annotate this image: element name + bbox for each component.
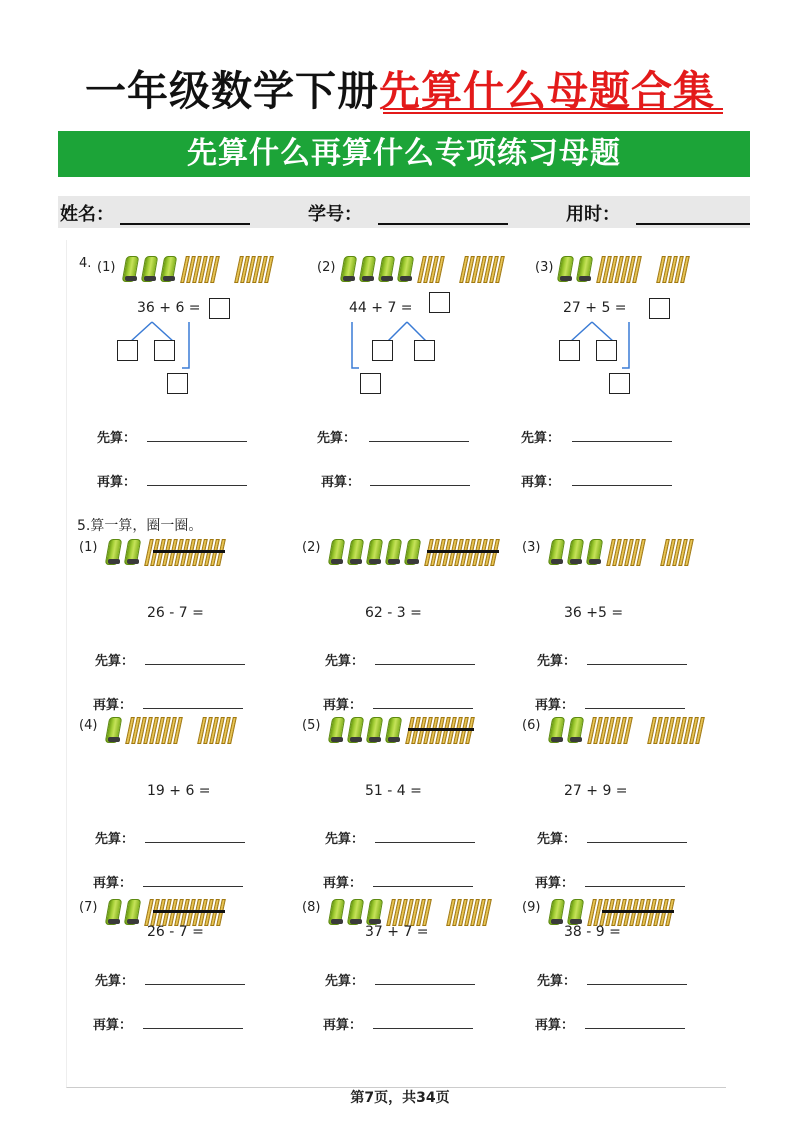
then-step-answer-line[interactable] (585, 1028, 685, 1029)
stick-bundle (141, 254, 159, 284)
stick-bundle (397, 254, 415, 284)
name-field[interactable] (120, 223, 250, 225)
equation: 36 +5 = (564, 605, 624, 621)
step-result-box[interactable] (167, 373, 188, 394)
step-result-box[interactable] (609, 373, 630, 394)
stick-bundle (122, 254, 140, 284)
stick-bundle (328, 897, 346, 927)
step-result-box[interactable] (360, 373, 381, 394)
first-step-answer-line[interactable] (147, 441, 247, 442)
equation: 62 - 3 = (365, 605, 422, 621)
first-step-label: 先算： (325, 832, 365, 847)
first-step-answer-line[interactable] (375, 842, 475, 843)
subtitle-banner: 先算什么再算什么专项练习母题 (58, 131, 750, 177)
first-step-answer-line[interactable] (145, 664, 245, 665)
then-step-label: 再算： (323, 698, 363, 713)
first-step-answer-line[interactable] (145, 984, 245, 985)
title-part2: 先算什么母题合集 (379, 67, 715, 115)
then-step-answer-line[interactable] (143, 886, 243, 887)
problem-label: (1) (97, 260, 116, 275)
then-step-label: 再算： (93, 1018, 133, 1033)
first-step-label: 先算： (537, 974, 577, 989)
section4-number: 4. (79, 256, 92, 271)
first-step-label: 先算： (95, 832, 135, 847)
stick-bundle (328, 537, 346, 567)
answer-box[interactable] (649, 298, 670, 319)
first-step-label: 先算： (95, 654, 135, 669)
then-step-answer-line[interactable] (373, 1028, 473, 1029)
problem-label: (4) (79, 718, 98, 733)
stick-bundle (340, 254, 358, 284)
stick-bundle (404, 537, 422, 567)
stick-bundle (576, 254, 594, 284)
problem-label: (9) (522, 900, 541, 915)
then-step-answer-line[interactable] (143, 1028, 243, 1029)
stick-bundle (385, 537, 403, 567)
split-box-left[interactable] (372, 340, 393, 361)
equation: 27 + 9 = (564, 783, 628, 799)
equation: 19 + 6 = (147, 783, 211, 799)
strike-line (602, 910, 674, 913)
first-step-answer-line[interactable] (587, 842, 687, 843)
equation: 27 + 5 = (563, 300, 627, 316)
problem-label: (3) (522, 540, 541, 555)
page-footer: 第7页，共34页 (350, 1090, 450, 1106)
stick-bundle (567, 897, 585, 927)
stick-bundle (548, 537, 566, 567)
stick-bundle (359, 254, 377, 284)
stick-bundle (160, 254, 178, 284)
stick-bundle (124, 537, 142, 567)
title-underline (383, 108, 723, 114)
then-step-label: 再算： (93, 698, 133, 713)
first-step-label: 先算： (317, 431, 357, 446)
problem-label: (6) (522, 718, 541, 733)
stick-bundle (347, 897, 365, 927)
problem-label: (3) (535, 260, 554, 275)
section5-title: 5.算一算，圈一圈。 (77, 518, 203, 534)
first-step-label: 先算： (521, 431, 561, 446)
strike-line (427, 550, 499, 553)
problem-label: (2) (317, 260, 336, 275)
first-step-answer-line[interactable] (375, 664, 475, 665)
stick-bundle (548, 715, 566, 745)
first-step-answer-line[interactable] (145, 842, 245, 843)
stick-bundle (105, 537, 123, 567)
first-step-label: 先算： (95, 974, 135, 989)
problem-label: (8) (302, 900, 321, 915)
equation: 38 - 9 = (564, 924, 621, 940)
stick-bundle (347, 537, 365, 567)
problem-label: (7) (79, 900, 98, 915)
then-step-answer-line[interactable] (585, 886, 685, 887)
answer-box[interactable] (209, 298, 230, 319)
stick-bundle (548, 897, 566, 927)
first-step-answer-line[interactable] (572, 441, 672, 442)
student-info-bar (58, 196, 750, 228)
first-step-answer-line[interactable] (375, 984, 475, 985)
problem-label: (1) (79, 540, 98, 555)
student-id-label: 学号： (308, 204, 362, 225)
then-step-label: 再算： (535, 1018, 575, 1033)
then-step-label: 再算： (93, 876, 133, 891)
strike-line (408, 728, 474, 731)
time-label: 用时： (566, 204, 620, 225)
then-step-answer-line[interactable] (572, 485, 672, 486)
first-step-answer-line[interactable] (369, 441, 469, 442)
then-step-label: 再算： (97, 475, 137, 490)
name-label: 姓名： (60, 204, 114, 225)
stick-bundle (586, 537, 604, 567)
then-step-answer-line[interactable] (370, 485, 470, 486)
strike-line (153, 550, 225, 553)
then-step-label: 再算： (521, 475, 561, 490)
split-box-right[interactable] (596, 340, 617, 361)
then-step-label: 再算： (535, 876, 575, 891)
first-step-label: 先算： (97, 431, 137, 446)
stick-bundle (124, 897, 142, 927)
then-step-answer-line[interactable] (373, 886, 473, 887)
strike-line (153, 910, 225, 913)
equation: 51 - 4 = (365, 783, 422, 799)
stick-bundle (567, 537, 585, 567)
then-step-label: 再算： (323, 876, 363, 891)
worksheet (66, 240, 726, 1088)
equation: 44 + 7 = (349, 300, 413, 316)
equation: 36 + 6 = (137, 300, 201, 316)
answer-box[interactable] (429, 292, 450, 313)
stick-bundle (378, 254, 396, 284)
stick-bundle (385, 715, 403, 745)
first-step-label: 先算： (537, 654, 577, 669)
equation: 26 - 7 = (147, 924, 204, 940)
split-box-right[interactable] (414, 340, 435, 361)
stick-bundle (557, 254, 575, 284)
first-step-answer-line[interactable] (587, 984, 687, 985)
equation: 26 - 7 = (147, 605, 204, 621)
then-step-label: 再算： (321, 475, 361, 490)
stick-bundle (328, 715, 346, 745)
then-step-answer-line[interactable] (147, 485, 247, 486)
stick-bundle (567, 715, 585, 745)
time-field[interactable] (636, 223, 750, 225)
student-id-field[interactable] (378, 223, 508, 225)
problem-label: (2) (302, 540, 321, 555)
first-step-answer-line[interactable] (587, 664, 687, 665)
problem-label: (5) (302, 718, 321, 733)
then-step-answer-line[interactable] (585, 708, 685, 709)
split-box-left[interactable] (559, 340, 580, 361)
stick-bundle (347, 715, 365, 745)
stick-bundle (366, 537, 384, 567)
stick-bundle (366, 715, 384, 745)
stick-bundle (366, 897, 384, 927)
then-step-answer-line[interactable] (143, 708, 243, 709)
first-step-label: 先算： (325, 974, 365, 989)
title-part1: 一年级数学下册 (85, 67, 379, 115)
first-step-label: 先算： (537, 832, 577, 847)
then-step-label: 再算： (323, 1018, 363, 1033)
equation: 37 + 7 = (365, 924, 429, 940)
split-box-left[interactable] (117, 340, 138, 361)
stick-bundle (105, 715, 123, 745)
then-step-answer-line[interactable] (373, 708, 473, 709)
then-step-label: 再算： (535, 698, 575, 713)
split-box-right[interactable] (154, 340, 175, 361)
first-step-label: 先算： (325, 654, 365, 669)
stick-bundle (105, 897, 123, 927)
